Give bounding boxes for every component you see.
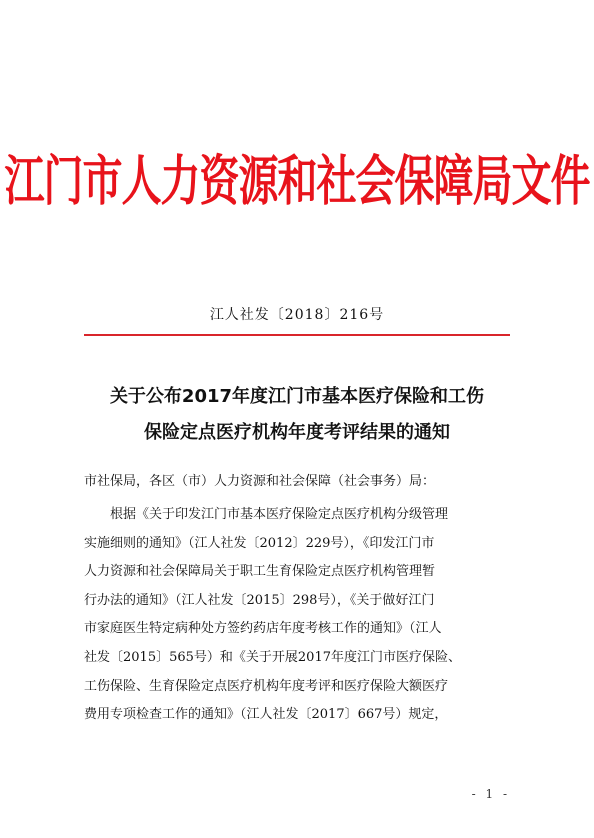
body-line: 人力资源和社会保障局关于职工生育保险定点医疗机构管理暂 — [84, 564, 436, 580]
document-title — [84, 379, 510, 451]
page-number: - 1 - — [471, 787, 510, 801]
document-masthead: 江门市人力资源和社会保障局文件 — [4, 151, 590, 214]
body-line: 根据《关于印发江门市基本医疗保险定点医疗机构分级管理 — [110, 507, 449, 522]
body-line: 社发〔2015〕565号）和《关于开展2017年度江门市医疗保险、 — [84, 649, 461, 665]
title-line-2: 保险定点医疗机构年度考评结果的通知 — [144, 422, 450, 443]
title-line-1: 关于公布2017年度江门市基本医疗保险和工伤 — [109, 386, 485, 407]
document-number: 江人社发〔2018〕216号 — [209, 307, 385, 323]
body-line: 工伤保险、生育保险定点医疗机构年度考评和医疗保险大额医疗 — [84, 678, 449, 694]
salutation: 市社保局，各区（市）人力资源和社会保障（社会事务）局： — [84, 474, 436, 489]
body-line: 行办法的通知》（江人社发〔2015〕298号），《关于做好江门 — [84, 592, 435, 608]
body-line: 实施细则的通知》（江人社发〔2012〕229号），《印发江门市 — [84, 535, 435, 551]
body-line: 市家庭医生特定病种处方签约药店年度考核工作的通知》（江人 — [84, 621, 442, 637]
body-line: 费用专项检查工作的通知》（江人社发〔2017〕667号）规定， — [84, 707, 448, 723]
body-text — [84, 501, 510, 730]
red-divider-rule — [84, 334, 510, 336]
